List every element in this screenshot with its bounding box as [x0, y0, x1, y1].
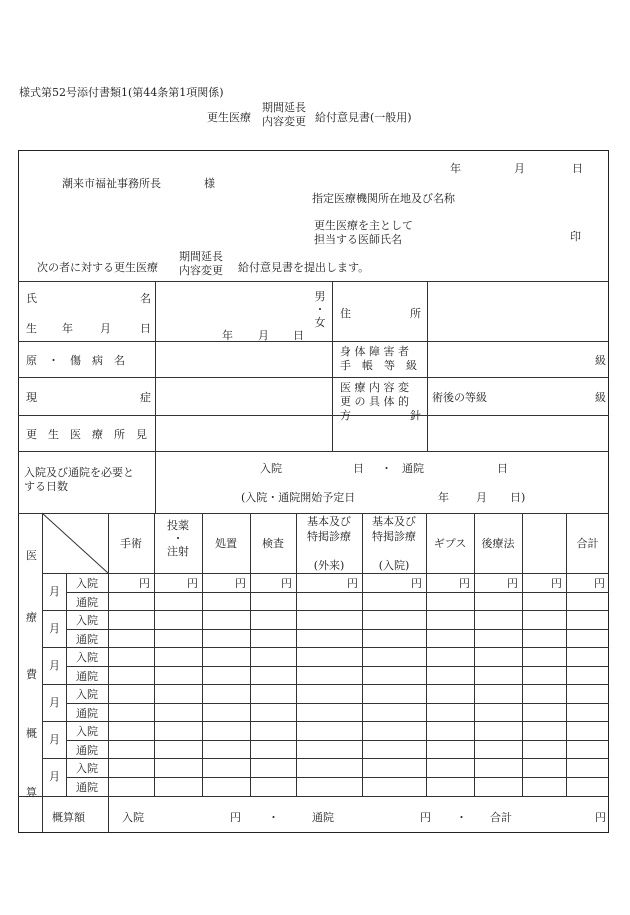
postop-grade-label: 術後の等級 [432, 391, 487, 404]
sex-separator: ・ [314, 303, 326, 316]
name-label-a: 氏 [26, 292, 37, 305]
cell-yen-unit: 円 [139, 577, 150, 590]
birth-label-c: 月 [100, 322, 111, 335]
row-inpatient-label: 入院 [76, 688, 98, 701]
col-medication-line3: 注射 [167, 545, 189, 558]
doctor-label-line2: 担当する医師氏名 [314, 233, 402, 246]
date-month: 月 [514, 162, 525, 175]
statement-option-change: 内容変更 [179, 264, 223, 277]
title-option-extension: 期間延長 [262, 101, 306, 114]
address-label-a: 住 [340, 307, 351, 320]
row-inpatient-label: 入院 [76, 725, 98, 738]
title-prefix: 更生医療 [207, 111, 251, 124]
date-year: 年 [450, 162, 461, 175]
cell-yen-unit: 円 [507, 577, 518, 590]
days-label-line2: する日数 [24, 480, 68, 493]
row-month-label: 月 [49, 659, 60, 672]
statement-option-extension: 期間延長 [179, 250, 223, 263]
doctor-label-line1: 更生医療を主として [314, 219, 413, 232]
col-basic-outpatient-line1: 基本及び [307, 515, 351, 528]
birth-label-a: 生 [26, 322, 37, 335]
cert-label-line2: 手 帳 等 級 [340, 359, 417, 372]
diagonal-line [42, 513, 108, 573]
honorific: 様 [204, 177, 215, 190]
col-medication-line2: ・ [172, 532, 184, 545]
birth-label-d: 日 [140, 322, 151, 335]
row-month-label: 月 [49, 770, 60, 783]
days-outpatient: 通院 [402, 462, 424, 475]
change-label-3a: 方 [340, 409, 351, 422]
cell-yen-unit: 円 [187, 577, 198, 590]
summary-outpatient: 通院 [312, 811, 334, 824]
birth-label-b: 年 [62, 322, 73, 335]
col-exam: 検査 [262, 537, 284, 550]
cell-yen-unit: 円 [347, 577, 358, 590]
form-number: 様式第52号添付書類1(第44条第1項関係) [19, 86, 224, 99]
row-inpatient-label: 入院 [76, 762, 98, 775]
col-surgery: 手術 [120, 537, 142, 550]
addressee: 潮来市福祉事務所長 [62, 177, 161, 190]
birth-year: 年 [222, 329, 233, 342]
col-basic-inpatient-line1: 基本及び [372, 515, 416, 528]
summary-inpatient: 入院 [122, 811, 144, 824]
symptom-label-a: 現 [26, 391, 37, 404]
col-aftercare: 後療法 [481, 537, 515, 550]
col-basic-inpatient-line2: 特掲診療 [372, 530, 416, 543]
cell-yen-unit: 円 [459, 577, 470, 590]
days-label-line1: 入院及び通院を必要と [24, 466, 134, 479]
change-label-line2: 更 の 具 体 的 [340, 395, 409, 408]
col-basic-outpatient [296, 514, 362, 573]
summary-yen2: 円 [420, 811, 431, 824]
row-month-label: 月 [49, 622, 60, 635]
col-medication [154, 519, 202, 558]
col-basic-inpatient [362, 514, 426, 573]
cell-yen-unit: 円 [551, 577, 562, 590]
col-basic-outpatient-line3: (外来) [313, 559, 345, 572]
sex-male[interactable]: 男 [314, 290, 326, 303]
row-inpatient-label: 入院 [76, 651, 98, 664]
col-basic-inpatient-line3: (入院) [378, 559, 410, 572]
side-char-3: 費 [26, 668, 37, 681]
summary-total: 合計 [490, 811, 512, 824]
cell-yen-unit: 円 [235, 577, 246, 590]
birth-month: 月 [258, 329, 269, 342]
seal-mark: 印 [570, 230, 581, 243]
days-unit1: 日 [353, 462, 364, 475]
side-char-2: 療 [26, 611, 37, 624]
cert-label-line1: 身 体 障 害 者 [340, 345, 409, 358]
sex-female[interactable]: 女 [314, 316, 326, 329]
address-label-b: 所 [410, 307, 421, 320]
name-label-b: 名 [140, 292, 151, 305]
col-basic-outpatient-line2: 特掲診療 [307, 530, 351, 543]
institution-label: 指定医療機関所在地及び名称 [312, 192, 455, 205]
row-month-label: 月 [49, 733, 60, 746]
days-unit2: 日 [497, 462, 508, 475]
change-label-line1: 医 療 内 容 変 [340, 381, 409, 394]
summary-yen1: 円 [230, 811, 241, 824]
change-label-3b: 針 [410, 409, 421, 422]
title-option-change: 内容変更 [262, 115, 306, 128]
start-day: 日) [510, 491, 526, 504]
symptom-label-b: 症 [140, 391, 151, 404]
row-outpatient-label: 通院 [76, 781, 98, 794]
opinion-label: 更 生 医 療 所 見 [26, 428, 147, 441]
cell-yen-unit: 円 [281, 577, 292, 590]
row-outpatient-label: 通院 [76, 744, 98, 757]
cell-yen-unit: 円 [411, 577, 422, 590]
date-day: 日 [572, 162, 583, 175]
row-outpatient-label: 通院 [76, 633, 98, 646]
col-treatment: 処置 [215, 537, 237, 550]
cell-yen-unit: 円 [594, 577, 605, 590]
start-year: 年 [438, 491, 449, 504]
side-char-1: 医 [26, 549, 37, 562]
side-char-4: 概 [26, 727, 37, 740]
row-month-label: 月 [49, 585, 60, 598]
days-inpatient: 入院 [260, 462, 282, 475]
disease-label: 原 ・ 傷 病 名 [26, 354, 125, 367]
summary-dot1: ・ [268, 811, 279, 824]
start-date-label: (入院・通院開始予定日 [241, 491, 356, 504]
title-suffix: 給付意見書(一般用) [315, 111, 412, 124]
days-dot: ・ [381, 462, 392, 475]
start-month: 月 [476, 491, 487, 504]
col-cast: ギプス [433, 537, 467, 550]
col-total: 合計 [576, 537, 599, 550]
row-inpatient-label: 入院 [76, 614, 98, 627]
postop-grade-unit: 級 [595, 391, 606, 404]
row-month-label: 月 [49, 696, 60, 709]
summary-yen3: 円 [595, 811, 606, 824]
grade-unit: 級 [595, 354, 606, 367]
row-outpatient-label: 通院 [76, 707, 98, 720]
statement-suffix: 給付意見書を提出します。 [238, 261, 370, 274]
side-char-5: 算 [26, 786, 37, 799]
row-outpatient-label: 通院 [76, 596, 98, 609]
row-inpatient-label: 入院 [76, 577, 98, 590]
summary-dot2: ・ [456, 811, 467, 824]
summary-label: 概算額 [52, 811, 85, 824]
birth-day: 日 [293, 329, 304, 342]
statement-prefix: 次の者に対する更生医療 [37, 261, 158, 274]
col-medication-line1: 投薬 [167, 519, 189, 532]
row-outpatient-label: 通院 [76, 670, 98, 683]
